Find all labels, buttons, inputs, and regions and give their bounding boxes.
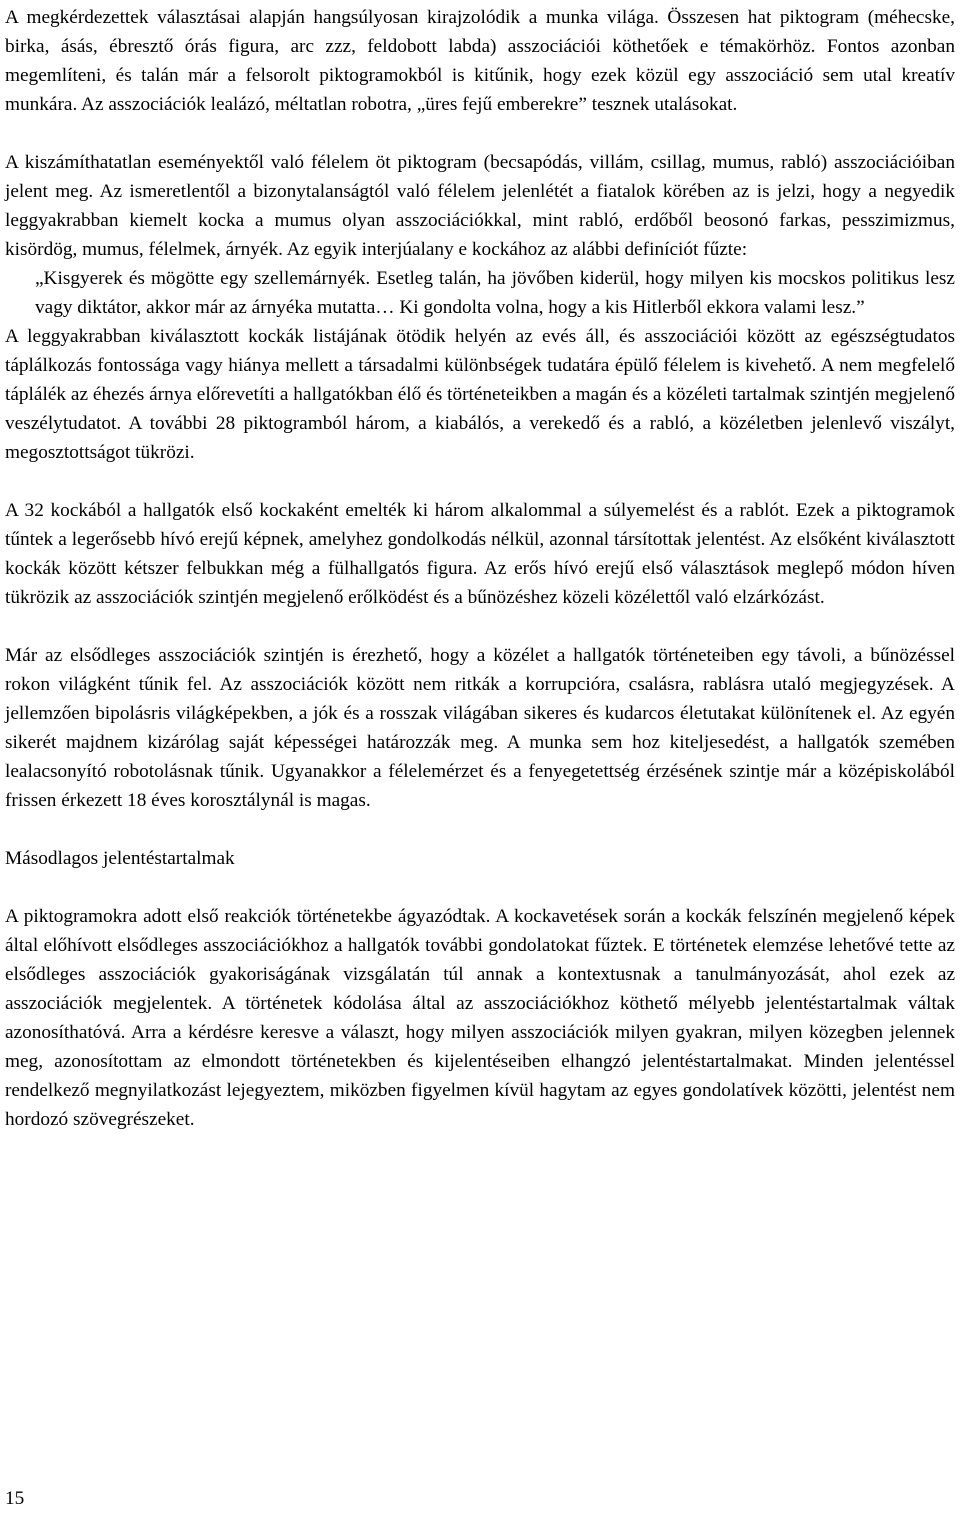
paragraph-spacer: [5, 612, 955, 641]
paragraph-work-world: A megkérdezettek választásai alapján hangsúlyosan kirajzolódik a munka világa. Összesen hat piktogram (méhecske, birka, ásás, ébresztő órás figura, arc zzz, feldobott labda) asszociációi köthetőek e témakörhöz. Fontos azonban megemlíteni, és talán már a felsorolt piktogramokból is kitűnik, hogy ezek közül egy asszociáció sem utal kreatív munkára. Az asszociációk lealázó, méltatlan robotra, „üres fejű emberekre” tesznek utalásokat.: [5, 7, 955, 115]
page-number: 15: [5, 1488, 25, 1509]
document-page: [5, 3, 955, 1134]
paragraph-spacer: [5, 815, 955, 844]
paragraph-first-choices: A 32 kockából a hallgatók első kockaként emelték ki három alkalommal a súlyemelést és a rablót. Ezek a piktogramok tűntek a legerősebb hívó erejű képnek, amelyhez gondolkodás nélkül, azonnal társítottak jelentést. Az elsőként kiválasztott kockák között kétszer felbukkan még a fülhallgatós figura. Az erős hívó erejű első választások meglepő módon híven tükrözik az asszociációk szintjén megjelenő erőlködést és a bűnözéshez közeli közélettől való elzárkózást.: [5, 500, 955, 608]
paragraph-fear-unpredictable: A kiszámíthatatlan eseményektől való félelem öt piktogram (becsapódás, villám, csillag, mumus, rabló) asszociációiban jelent meg. Az ismeretlentől a bizonytalanságtól való félelem jelenlétét a fiatalok körében az is jelzi, hogy a negyedik leggyakrabban kiemelt kocka a mumus olyan asszociációkkal, mint rabló, erdőből beosonó farkas, pesszimizmus, kisördög, mumus, félelmek, árnyék. Az egyik interjúalany e kockához az alábbi definíciót fűzte:: [5, 152, 955, 260]
paragraph-secondary-meanings: A piktogramokra adott első reakciók történetekbe ágyazódtak. A kockavetések során a kockák felszínén megjelenő képek által előhívott elsődleges asszociációkhoz a hallgatók további gondolatokat fűztek. E történetek elemzése lehetővé tette az elsődleges asszociációk gyakoriságának vizsgálatán túl annak a kontextusnak a tanulmányozását, ahol ezek az asszociációk megjelentek. A történetek kódolása által az asszociációkhoz köthető mélyebb jelentéstartalmak váltak azonosíthatóvá. Arra a kérdésre keresve a választ, hogy milyen asszociációk milyen gyakran, milyen közegben jelennek meg, azonosítottam az elmondott történetekben és kijelentéseiben elhangzó jelentéstartalmakat. Minden jelentéssel rendelkező megnyilatkozást lejegyeztem, miközben figyelmen kívül hagytam az egyes gondolatívek közötti, jelentést nem hordozó szövegrészeket.: [5, 906, 955, 1130]
paragraph-spacer: [5, 467, 955, 496]
paragraph-spacer: [5, 119, 955, 148]
paragraph-spacer: [5, 873, 955, 902]
section-heading: Másodlagos jelentéstartalmak: [5, 848, 235, 869]
interview-quote: „Kisgyerek és mögötte egy szellemárnyék. Esetleg talán, ha jövőben kiderül, hogy milyen kis mocskos politikus lesz vagy diktátor, akkor már az árnyéka mutatta… Ki gondolta volna, hogy a kis Hitlerből ekkora valami lesz.”: [35, 268, 955, 318]
paragraph-eating: A leggyakrabban kiválasztott kockák listájának ötödik helyén az evés áll, és asszociációi között az egészségtudatos táplálkozás fontossága vagy hiánya mellett a társadalmi különbségek tudatára épülő félelem is kivehető. A nem megfelelő táplálék az éhezés árnya előrevetíti a hallgatókban élő és történeteikben a magán és a közéleti tartalmak szintjén megjelenő veszélytudatot. A további 28 piktogramból három, a kiabálós, a verekedő és a rabló, a közéletben jelenlevő viszályt, megosztottságot tükrözi.: [5, 326, 955, 463]
paragraph-public-life: Már az elsődleges asszociációk szintjén is érezhető, hogy a közélet a hallgatók történeteiben egy távoli, a bűnözéssel rokon világként tűnik fel. Az asszociációk között nem ritkák a korrupcióra, csalásra, rablásra utaló megjegyzések. A jellemzően bipolásris világképekben, a jók és a rosszak világában sikeres és kudarcos életutakat különítenek el. Az egyén sikerét majdnem kizárólag saját képességei határozzák meg. A munka sem hoz kiteljesedést, a hallgatók szemében lealacsonyító robotolásnak tűnik. Ugyanakkor a félelemérzet és a fenyegetettség érzésének szintje már a középiskolából frissen érkezett 18 éves korosztálynál is magas.: [5, 645, 955, 811]
